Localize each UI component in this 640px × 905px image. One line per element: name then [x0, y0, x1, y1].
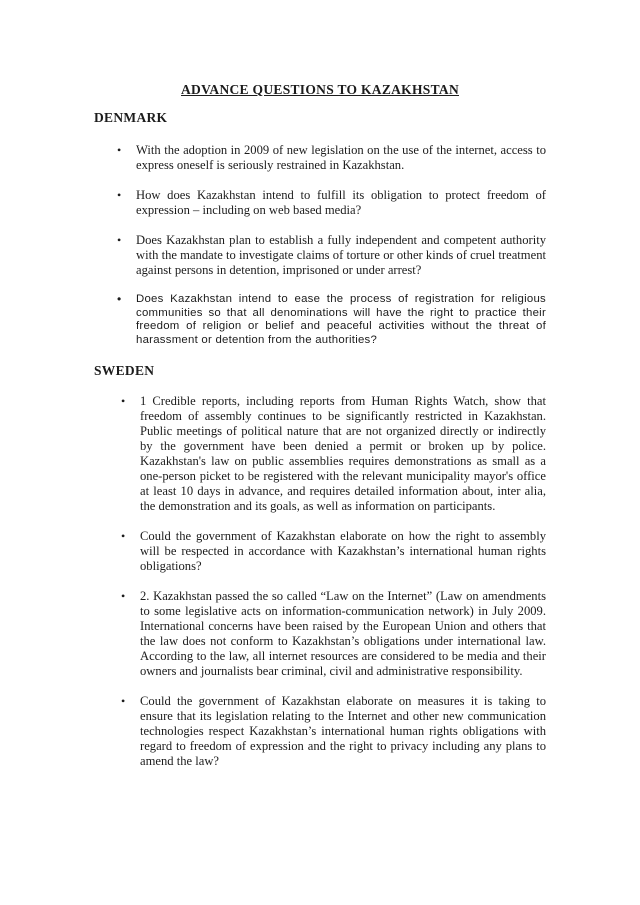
bullet-item [136, 188, 546, 218]
bullet-text: How does Kazakhstan intend to fulfill its obligation to protect freedom of expression – including on web based media? [136, 188, 546, 217]
section-heading-denmark: DENMARK [94, 110, 168, 125]
bullet-item [140, 589, 546, 679]
document-title-text: ADVANCE QUESTIONS TO KAZAKHSTAN [181, 82, 459, 97]
bullet-list-sweden [0, 394, 640, 769]
bullet-text: Could the government of Kazakhstan elaborate on measures it is taking to ensure that its legislation relating to the Internet and other new communication technologies respect Kazakhstan’s international human rights obligations with regard to freedom of expression and the right to privacy including any plans to amend the law? [140, 693, 546, 768]
bullet-text: Could the government of Kazakhstan elaborate on how the right to assembly will be respected in accordance with Kazakhstan’s international human rights obligations? [140, 528, 546, 573]
bullet-text: With the adoption in 2009 of new legislation on the use of the internet, access to express oneself is seriously restrained in Kazakhstan. [136, 143, 546, 172]
section-denmark [0, 110, 640, 348]
bullet-text: 1 Credible reports, including reports from Human Rights Watch, show that freedom of assembly continues to be significantly restricted in Kazakhstan. Public meetings of political nature that are not organized directly or indirectly by the government have been denied a permit or broken up by police. Kazakhstan's law on public assemblies requires demonstrations as small as a one-person picket to be registered with the relevant municipality mayor's office at least 10 days in advance, and requires detailed information about, inter alia, the demonstration and its goals, as well as information on participants. [140, 393, 546, 513]
bullet-list-denmark [0, 143, 640, 348]
bullet-text: Does Kazakhstan plan to establish a fully independent and competent authority with the mandate to investigate claims of torture or other kinds of cruel treatment against persons in detention, imprisoned or under arrest? [136, 233, 546, 277]
bullet-item [140, 529, 546, 574]
bullet-item [136, 293, 546, 348]
document-title [0, 0, 640, 98]
bullet-item [140, 394, 546, 514]
bullet-text: Does Kazakhstan intend to ease the process of registration for religious communities so that all denominations will have the right to practice their freedom of religion or belief and peaceful activities without the threat of harassment or detention from the authorities? [136, 293, 546, 347]
section-heading-sweden: SWEDEN [94, 362, 155, 378]
bullet-item [136, 233, 546, 278]
section-sweden [0, 363, 640, 769]
bullet-text: 2. Kazakhstan passed the so called “Law on the Internet” (Law on amendments to some legislative acts on information-communication network) in July 2009. International concerns have been raised by the European Union and others that the law does not conform to Kazakhstan’s obligations under international law. According to the law, all internet resources are considered to be media and their owners and journalists bear criminal, civil and administrative responsibility. [140, 588, 546, 678]
bullet-item [140, 694, 546, 769]
bullet-item [136, 143, 546, 173]
